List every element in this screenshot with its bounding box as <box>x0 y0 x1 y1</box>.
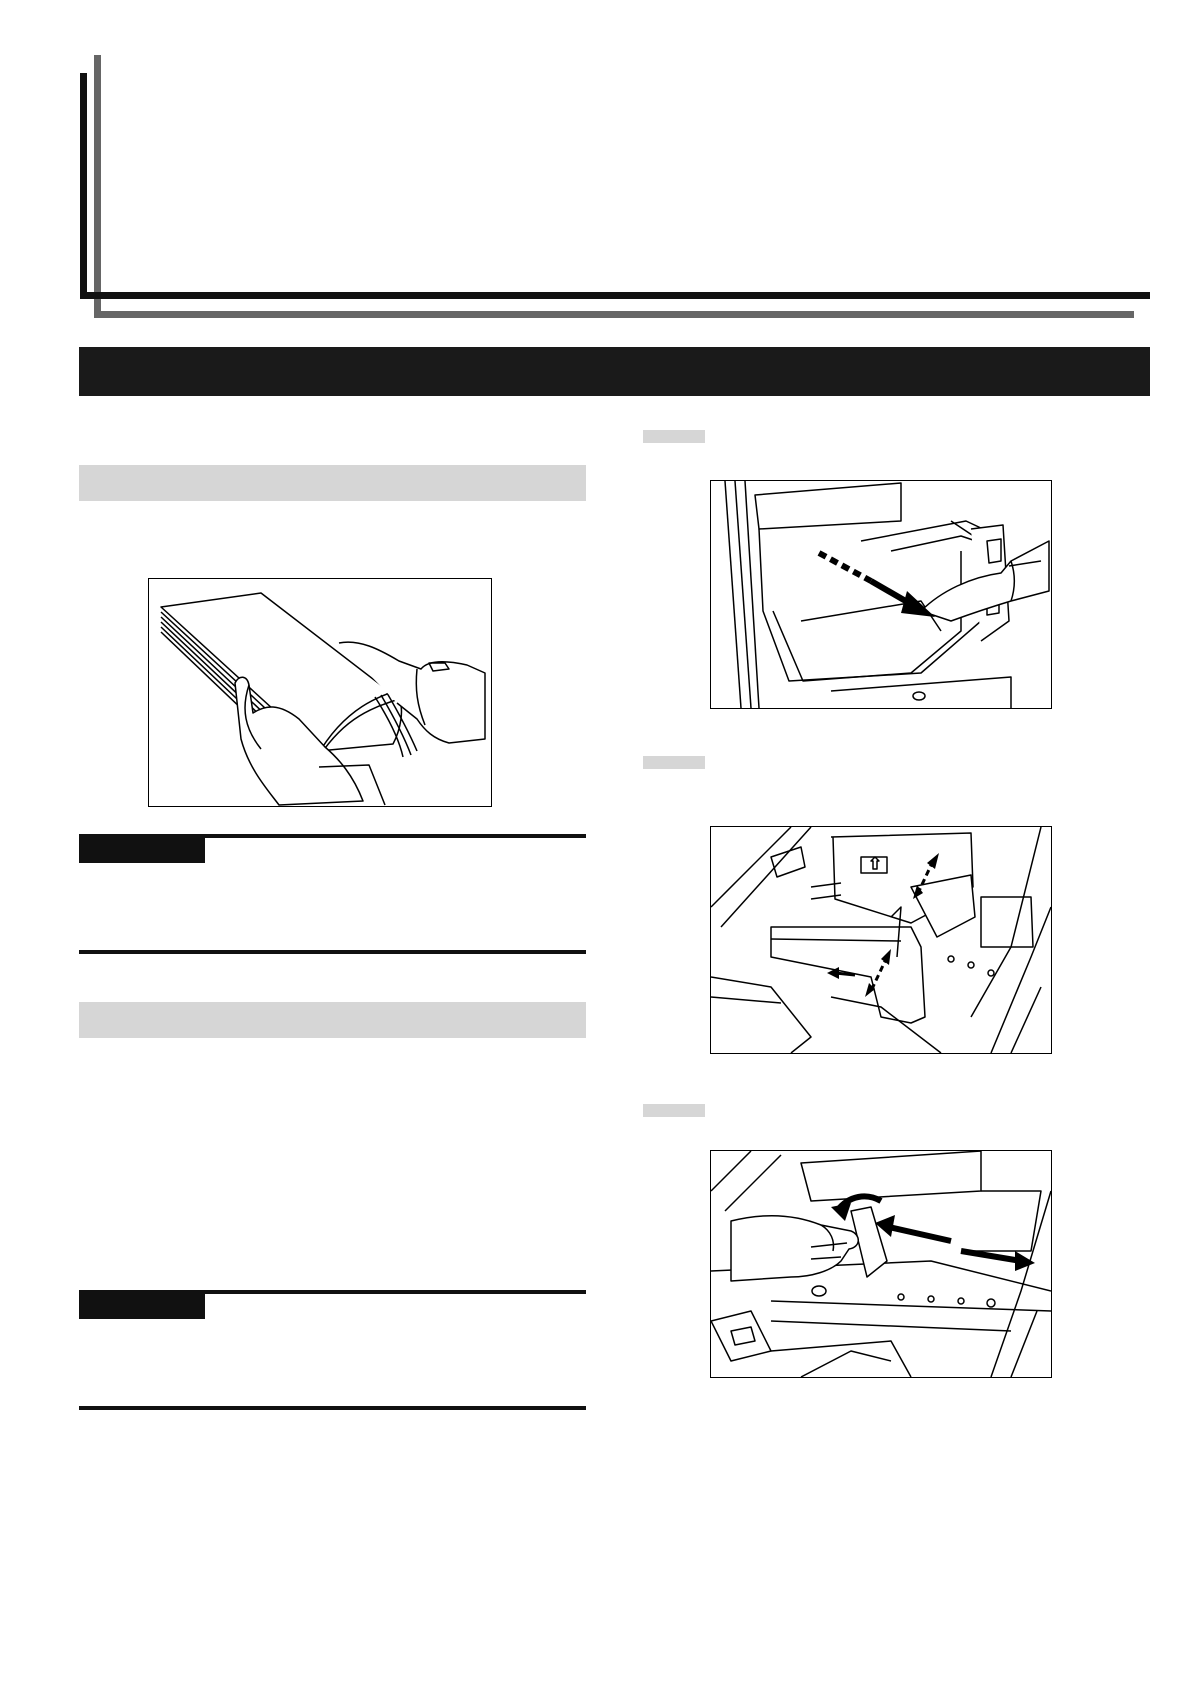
note-2-bottom-rule <box>79 1406 586 1410</box>
section-title-bar <box>79 347 1150 396</box>
fan-paper-illustration <box>149 579 491 806</box>
figure-open-drawer <box>710 480 1052 709</box>
subsection-1-heading-bar <box>79 465 586 501</box>
adjust-length-guide-illustration <box>711 1151 1051 1377</box>
chapter-vertical-bar-black <box>80 73 87 299</box>
chapter-vertical-bar-gray <box>94 55 101 318</box>
step-2-tag <box>643 756 705 769</box>
note-1-label <box>79 842 87 858</box>
section-title <box>79 359 93 384</box>
step-1-tag <box>643 430 705 443</box>
open-drawer-illustration <box>711 481 1051 708</box>
figure-adjust-width-guides <box>710 826 1052 1054</box>
figure-adjust-length-guide <box>710 1150 1052 1378</box>
adjust-width-guides-illustration <box>711 827 1051 1053</box>
chapter-rule-black <box>80 292 1150 299</box>
subsection-2-heading-bar <box>79 1002 586 1038</box>
chapter-rule-gray <box>94 311 1134 318</box>
step-3-tag <box>643 1104 705 1117</box>
note-1-bottom-rule <box>79 950 586 954</box>
note-2-label <box>79 1298 87 1314</box>
note-2-label-tab <box>79 1294 205 1319</box>
note-1-label-tab <box>79 838 205 863</box>
figure-fan-paper <box>148 578 492 807</box>
